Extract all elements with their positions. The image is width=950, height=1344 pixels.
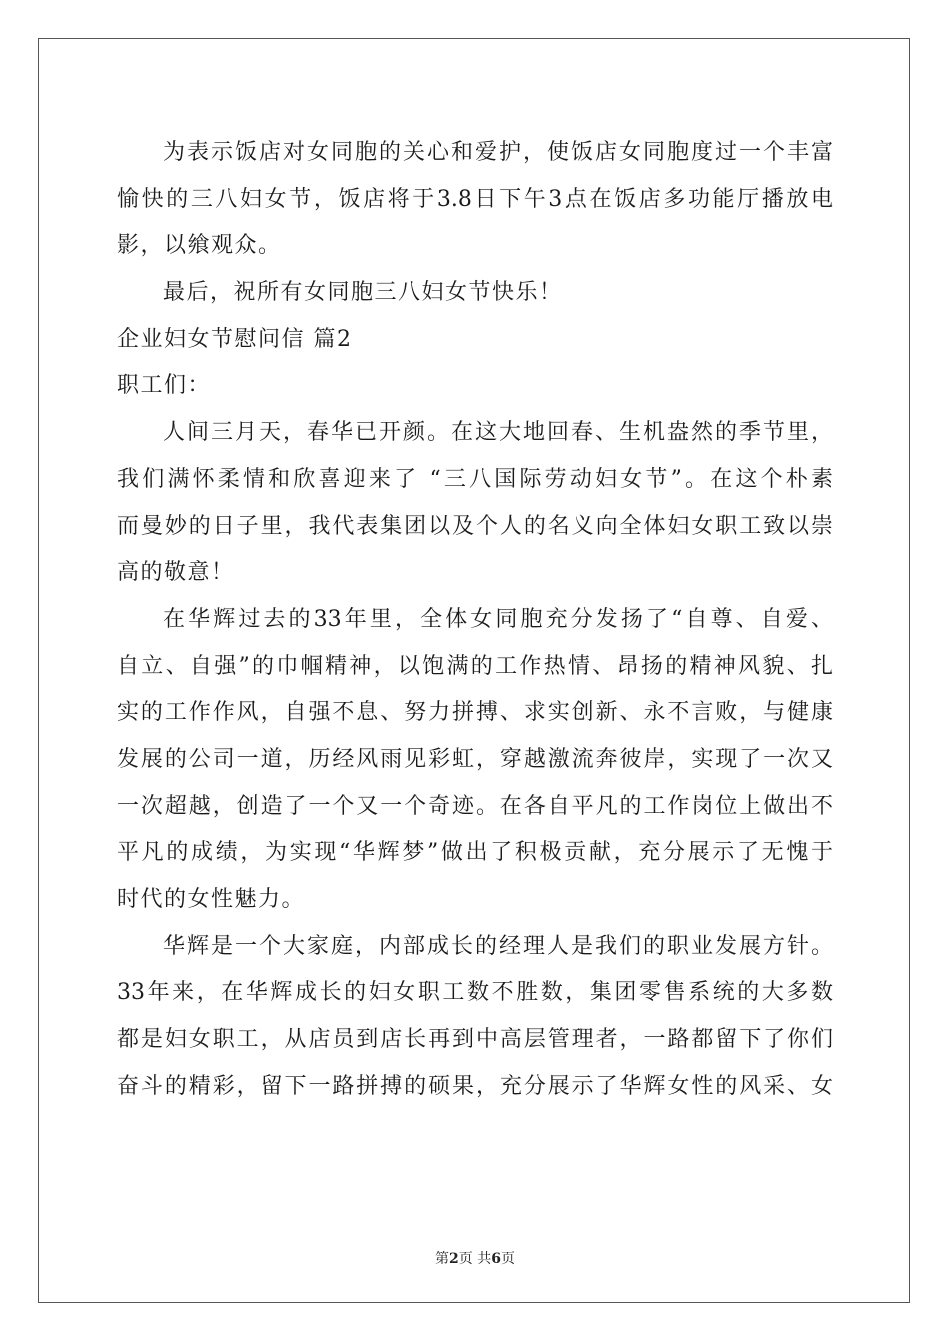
text-line: 实的工作作风，自强不息、努力拼搏、求实创新、永不言败，与健康 [117,700,833,726]
text-line: 最后，祝所有女同胞三八妇女节快乐！ [163,280,563,306]
text-line: 时代的女性魅力。 [117,887,306,912]
salutation: 职工们： [117,373,212,399]
text-line: 奋斗的精彩，留下一路拼搏的硕果，充分展示了华辉女性的风采、女 [117,1073,833,1099]
text-line: 我们满怀柔情和欣喜迎来了 “三八国际劳动妇女节”。在这个朴素 [117,466,833,492]
current-page-number: 2 [449,1251,459,1267]
page-footer [0,1248,950,1268]
text-line: 人间三月天，春华已开颜。在这大地回春、生机盎然的季节里， [163,420,833,446]
text-line: 华辉是一个大家庭，内部成长的经理人是我们的职业发展方针。 [163,933,833,959]
text-line: 33年来，在华辉成长的妇女职工数不胜数，集团零售系统的大多数 [117,980,833,1006]
text-line: 而曼妙的日子里，我代表集团以及个人的名义向全体妇女职工致以崇 [117,513,833,539]
section-heading: 企业妇女节慰问信 篇2 [117,326,353,352]
text-line: 为表示饭店对女同胞的关心和爱护，使饭店女同胞度过一个丰富 [163,140,833,165]
document-body [117,130,833,1110]
text-line: 发展的公司一道，历经风雨见彩虹，穿越激流奔彼岸，实现了一次又 [117,746,833,772]
text-line: 影，以飨观众。 [117,233,282,259]
text-line: 都是妇女职工，从店员到店长再到中高层管理者，一路都留下了你们 [117,1027,833,1053]
text-line: 一次超越，创造了一个又一个奇迹。在各自平凡的工作岗位上做出不 [117,793,833,819]
text-line: 高的敬意！ [117,560,235,586]
text-line: 平凡的成绩，为实现“华辉梦”做出了积极贡献，充分展示了无愧于 [117,840,833,866]
text-line: 在华辉过去的33年里，全体女同胞充分发扬了“自尊、自爱、 [163,606,833,632]
page-suffix: 页 [500,1251,515,1267]
total-page-number: 6 [491,1251,501,1267]
text-line: 自立、自强”的巾帼精神，以饱满的工作热情、昂扬的精神风貌、扎 [117,653,833,679]
text-line: 愉快的三八妇女节，饭店将于3.8日下午3点在饭店多功能厅播放电 [117,186,833,212]
page-mid: 页 共 [458,1251,492,1267]
page-prefix: 第 [435,1251,450,1267]
